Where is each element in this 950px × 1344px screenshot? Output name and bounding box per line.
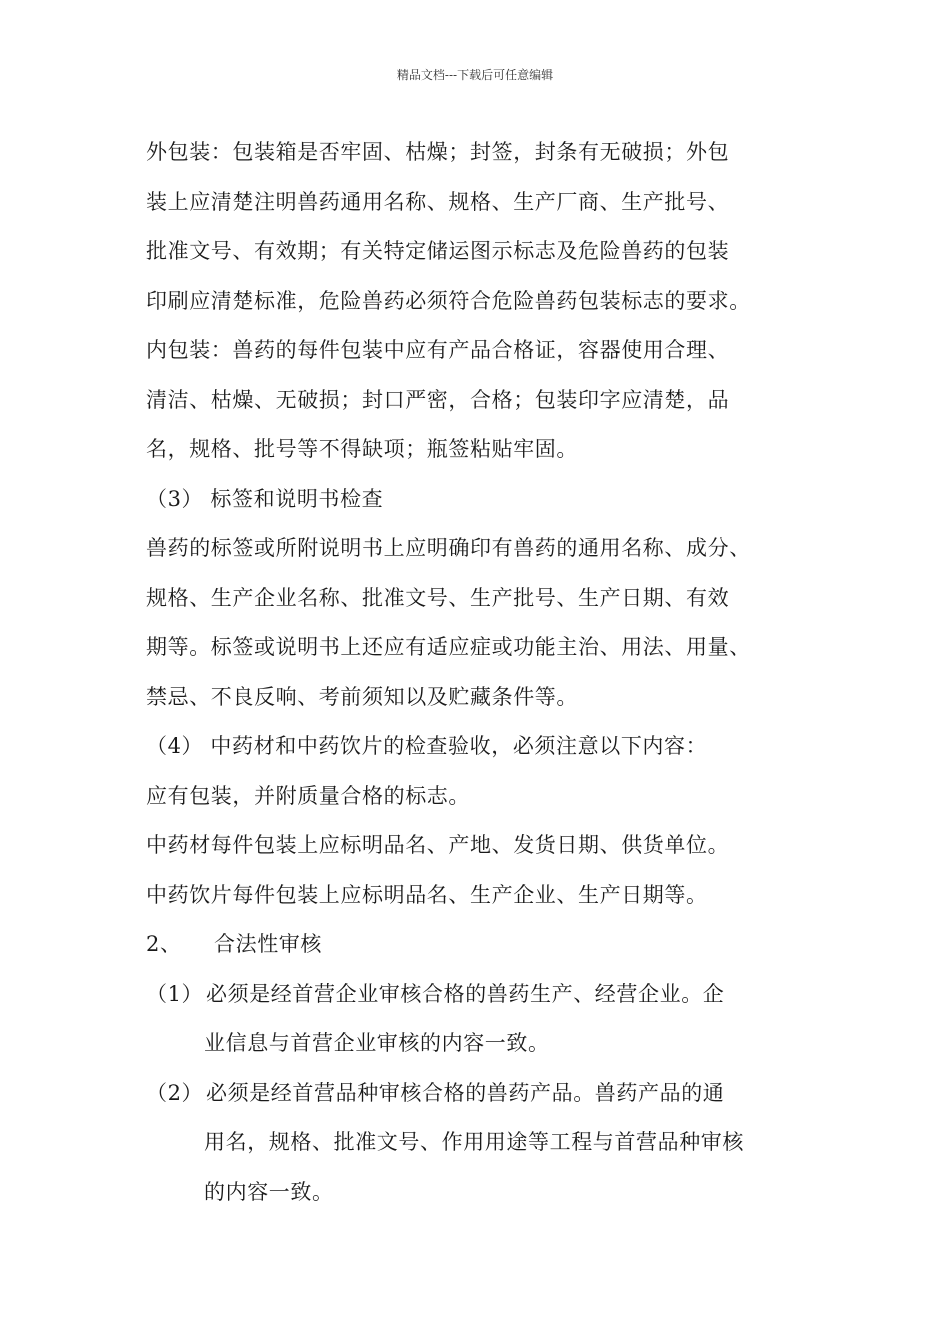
paragraph-line: 内包装：兽药的每件包装中应有产品合格证，容器使用合理、	[146, 338, 730, 362]
paragraph-line: 装上应清楚注明兽药通用名称、规格、生产厂商、生产批号、	[146, 189, 730, 214]
paragraph-line: 批准文号、有效期；有关特定储运图示标志及危险兽药的包装	[146, 239, 730, 263]
paragraph-line: 印刷应清楚标准，危险兽药必须符合危险兽药包装标志的要求。	[146, 288, 751, 313]
list-item-label: （1）	[146, 981, 204, 1006]
list-item-continuation: 的内容一致。	[204, 1179, 334, 1204]
paragraph-line: 兽药的标签或所附说明书上应明确印有兽药的通用名称、成分、	[146, 536, 751, 560]
paragraph-line: 中药材每件包装上应标明品名、产地、发货日期、供货单位。	[146, 833, 730, 857]
list-item	[146, 974, 836, 1024]
section-title: 合法性审核	[214, 932, 322, 956]
paragraph-line: 中药饮片每件包装上应标明品名、生产企业、生产日期等。	[146, 882, 708, 907]
page-header: 精品文档---下载后可任意编辑	[396, 68, 554, 82]
paragraph-line: 期等。标签或说明书上还应有适应症或功能主治、用法、用量、	[146, 635, 751, 659]
paragraph-line: 应有包装，并附质量合格的标志。	[146, 783, 470, 808]
list-item-text: 必须是经首营品种审核合格的兽药产品。兽药产品的通	[206, 1080, 725, 1105]
paragraph-line: 清洁、枯燥、无破损；封口严密，合格；包装印字应清楚，品	[146, 387, 730, 412]
subsection-heading: （4） 中药材和中药饮片的检查验收，必须注意以下内容：	[146, 734, 708, 758]
section-number: 2、	[146, 932, 182, 956]
list-item-continuation: 业信息与首营企业审核的内容一致。	[204, 1031, 550, 1055]
paragraph-line: 外包装：包装箱是否牢固、枯燥；封签，封条有无破损；外包	[146, 140, 730, 164]
document-body	[146, 132, 836, 1221]
paragraph-line: 名，规格、批号等不得缺项；瓶签粘贴牢固。	[146, 437, 578, 461]
list-item-continuation: 用名，规格、批准文号、作用用途等工程与首营品种审核	[204, 1130, 744, 1154]
paragraph-line: 禁忌、不良反响、考前须知以及贮藏条件等。	[146, 684, 578, 709]
list-item	[146, 1073, 836, 1123]
section-heading	[146, 924, 836, 974]
paragraph-line: 规格、生产企业名称、批准文号、生产批号、生产日期、有效	[146, 585, 730, 610]
list-item-text: 必须是经首营企业审核合格的兽药生产、经营企业。企	[206, 981, 725, 1006]
list-item-label: （2）	[146, 1080, 204, 1105]
subsection-heading: （3） 标签和说明书检查	[146, 486, 384, 511]
